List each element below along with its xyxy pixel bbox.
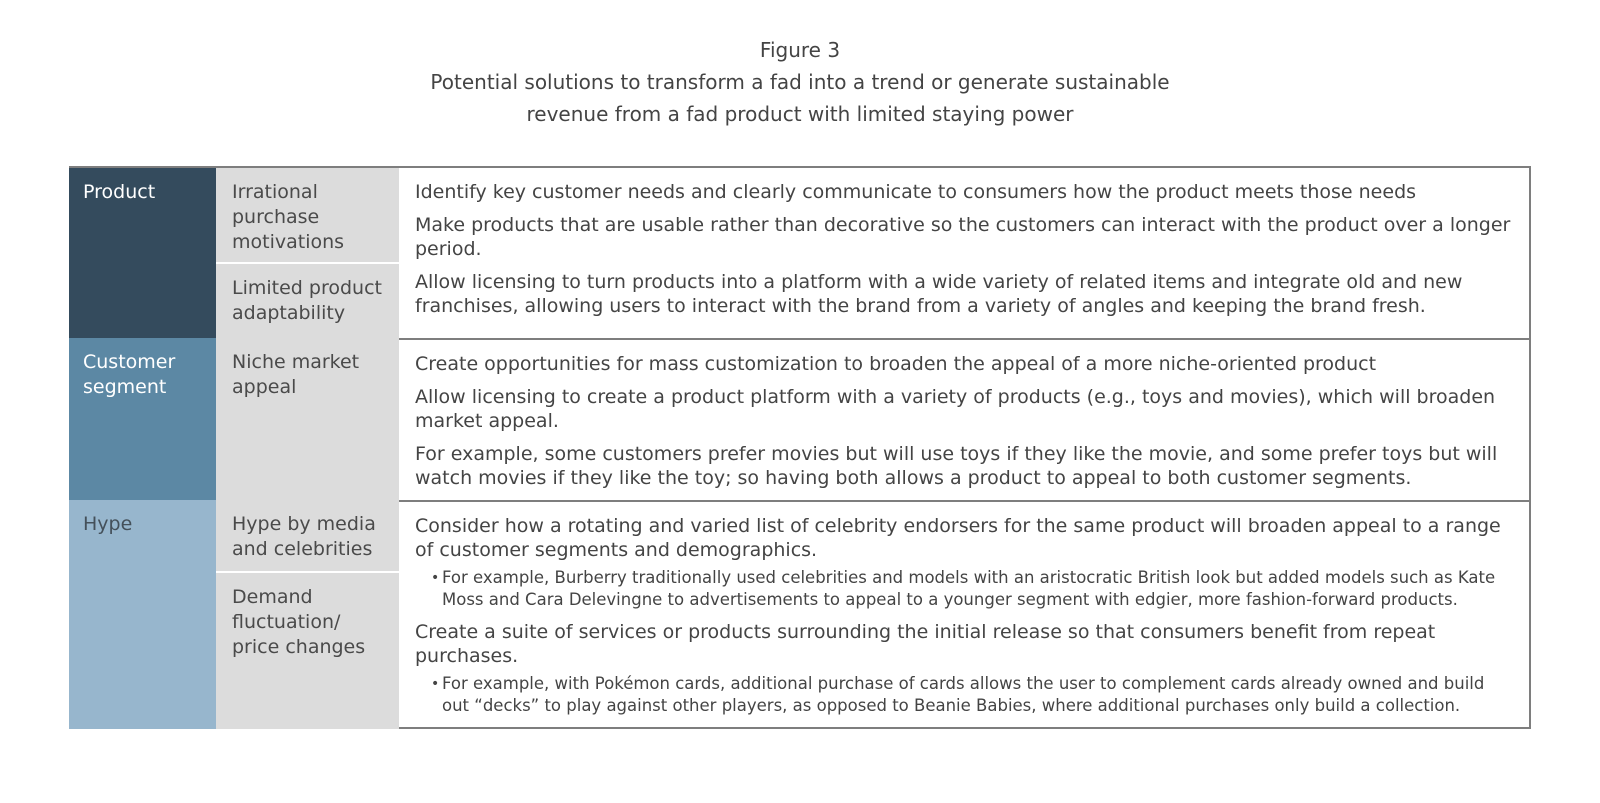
subcategory-cell: Demand fluctuation/ price changes <box>232 586 366 658</box>
bullet-item <box>415 567 1513 611</box>
figure-header <box>0 34 1600 130</box>
subcategory-column <box>216 500 399 729</box>
solution-text: Consider how a rotating and varied list of celebrity endorsers for the same product will broaden appeal to a range of customer segments and demographics. <box>415 515 1501 561</box>
solutions-cell <box>399 338 1531 500</box>
solutions-table <box>69 166 1531 729</box>
bullet-item <box>415 673 1513 717</box>
subcategory-cell: Niche market appeal <box>232 351 360 398</box>
solutions-cell <box>399 168 1531 338</box>
bullet-text: For example, Burberry traditionally used celebrities and models with an aristocratic British look but added models such as Kate Moss and Cara Delevingne to advertisements to appeal to a younger segment with edgier, more fashion-forward products. <box>442 568 1496 609</box>
figure-label: Figure 3 <box>759 38 841 62</box>
subcategory-cell: Hype by media and celebrities <box>216 500 399 573</box>
solution-text: Create opportunities for mass customization to broaden the appeal of a more niche-oriented product <box>415 353 1377 375</box>
bullet-text: For example, with Pokémon cards, additional purchase of cards allows the user to complement cards already owned and build out “decks” to play against other players, as opposed to Beanie Babies, where additional purchases only build a collection. <box>442 674 1485 715</box>
category-cell: Hype <box>69 500 216 729</box>
solution-text: Allow licensing to turn products into a platform with a wide variety of related items and integrate old and new franchises, allowing users to interact with the brand from a variety of angles and keeping the brand fresh. <box>415 271 1463 317</box>
table-row-product <box>69 166 1531 338</box>
table-row-hype <box>69 500 1531 729</box>
subcategory-column <box>216 338 399 500</box>
category-cell: Product <box>69 168 216 338</box>
bullet-icon: • <box>431 676 440 692</box>
figure-title: Potential solutions to transform a fad into a trend or generate sustainable revenue from a fad product with limited staying power <box>430 70 1170 126</box>
solution-text: Allow licensing to create a product platform with a variety of products (e.g., toys and movies), which will broaden market appeal. <box>415 386 1496 432</box>
bullet-icon: • <box>431 570 440 586</box>
table-row-customer-segment <box>69 338 1531 500</box>
subcategory-cell: Irrational purchase motivations <box>216 168 399 264</box>
solution-text: Identify key customer needs and clearly communicate to consumers how the product meets those needs <box>415 181 1417 203</box>
subcategory-cell: Limited product adaptability <box>232 277 382 324</box>
subcategory-column <box>216 168 399 338</box>
solution-text: Create a suite of services or products surrounding the initial release so that consumers benefit from repeat purchases. <box>415 621 1436 667</box>
solutions-cell <box>399 500 1531 729</box>
category-cell: Customer segment <box>69 338 216 500</box>
solution-text: Make products that are usable rather than decorative so the customers can interact with the product over a longer period. <box>415 214 1511 260</box>
solution-text: For example, some customers prefer movies but will use toys if they like the movie, and some prefer toys but will watch movies if they like the toy; so having both allows a product to appeal to both customer segments. <box>415 443 1498 489</box>
